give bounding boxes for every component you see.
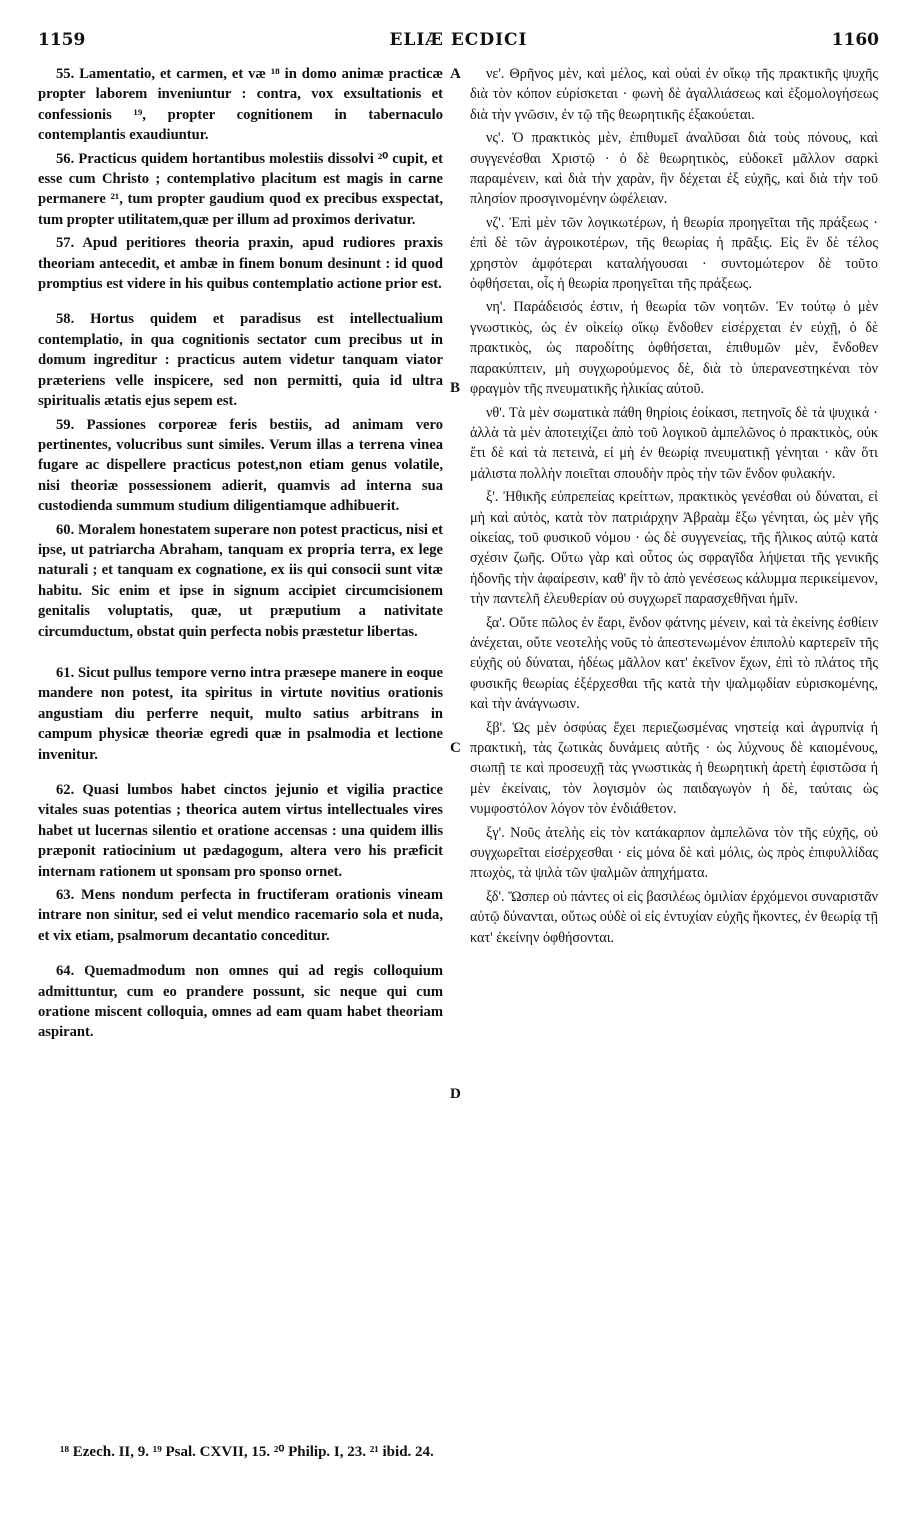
latin-paragraph-60: 60. Moralem honestatem superare non potest practicus, nisi et ipse, ut patriarcha Abraham, tanquam ex propria terra, ex lege naturali ; et tanquam ex cognatione, ex iis qui consocii sunt vitæ habitu. Sic enim et ipse in signum accipiet circumcisionem genitalis voluptatis, quæ, ut præputium a nativitate circumductum, obstat quin perfecta nobis præstetur libertas. — [38, 521, 443, 640]
footnotes: ¹⁸ Ezech. II, 9. ¹⁹ Psal. CXVII, 15. ²⁰ Philip. I, 23. ²¹ ibid. 24. — [60, 1444, 434, 1460]
page-number-right: 1160 — [831, 30, 879, 50]
margin-letter-a: A — [450, 66, 461, 82]
latin-paragraph-59: 59. Passiones corporeæ feris bestiis, ad animam vero pertinentes, volucribus sunt similes. Verum illas a terrena vinea fugare ac dispellere practicus potest,non etiam genus volatile, nisi theoriæ possessionem adierit, quamvis ad interna sua custodienda summum studium diligentiamque adhibuerit. — [38, 416, 443, 515]
greek-paragraph-55: νε'. Θρῆνος μὲν, καὶ μέλος, καὶ οὐαὶ ἐν οἴκῳ τῆς πρακτικῆς ψυχῆς διὰ τὸν κόπον εὑρίσκεται · φωνὴ δὲ ἀγαλλιάσεως καὶ ἐξομολογήσεως διὰ τὴν γνῶσιν, ἐν τῷ τῆς θεωρητικῆς ἐξακούεται. — [470, 66, 878, 123]
greek-paragraph-57: νζ'. Ἐπὶ μὲν τῶν λογικωτέρων, ἡ θεωρία προηγεῖται τῆς πράξεως · ἐπὶ δὲ τῶν ἀγροικοτέρων, τῆς θεωρίας ἡ πρᾶξις. Εἰς ἓν δὲ τέλος χρηστὸν ἀμφότεραι καταλήγουσαι · συντομώτερον δὲ τοῦτο ὀφθήσεται, οἷς ἡ θεωρία προηγεῖται τῆς πράξεως. — [470, 214, 878, 293]
latin-paragraph-64: 64. Quemadmodum non omnes qui ad regis colloquium admittuntur, cum eo prandere possunt, sic neque qui cum oratione miscent colloquia, omnes ad eam quam habet theoriam aspirant. — [38, 963, 443, 1041]
latin-paragraph-58: 58. Hortus quidem et paradisus est intellectualium contemplatio, in qua cognitionis sectator cum precibus ut in domum ingreditur : practicus autem videtur tanquam viator præteriens velle inspicere, sed non permitti, quia id ultra spiritualis ætatis ejus sepem est. — [38, 311, 443, 410]
greek-paragraph-60: ξ'. Ἠθικῆς εὐπρεπείας κρείττων, πρακτικὸς γενέσθαι οὐ δύναται, εἰ μὴ καὶ αὐτὸς, κατὰ τὸν πατριάρχην Ἀβραὰμ ἔξω γένηται, ὡς μὲν γῆς οἰκείας, τοῦ φυσικοῦ νόμου · ὡς δὲ συγγενείας, τῆς ἥλικος αὐτῷ κατὰ σχέσιν ζωῆς. Οὕτω γὰρ καὶ οὗτος ὡς σφραγῖδα λήψεται τῆς γενικῆς ἡδονῆς τὴν ἀφαίρεσιν, καθ' ἣν τὸ ἀπὸ γενέσεως κάλυμμα περικείμενον, τὴν παντελῆ ἐλευθερίαν οὐ συγχωρεῖ παρασχεθῆναι ἡμῖν. — [470, 489, 878, 608]
greek-column — [470, 64, 878, 951]
greek-paragraph-61: ξα'. Οὔτε πῶλος ἐν ἔαρι, ἔνδον φάτνης μένειν, καὶ τὰ ἐκείνης ἐσθίειν ἀνέχεται, οὔτε νεοτελὴς νοῦς τὸ ἀπεστενωμένον ἐπιπολὺ καρτερεῖν τῆς εὐχῆς οὐ δύναται, ἡδέως μᾶλλον κατ' ἐκεῖνον ἔχων, ἐπὶ τὸ πλάτος τῆς φυσικῆς θεωρίας ἐξέρχεσθαι τῆς κατὰ τὴν ψαλμῳδίαν εὑρισκομένης, καὶ τὴν ἀνάγνωσιν. — [470, 614, 878, 713]
greek-paragraph-62: ξβ'. Ὡς μὲν ὀσφύας ἔχει περιεζωσμένας νηστείᾳ καὶ ἀγρυπνίᾳ ἡ πρακτικὴ, τὰς ζωτικὰς δυνάμεις αὐτῆς · ὡς λύχνους δὲ καιομένους, σιωπῇ τε καὶ προσευχῇ τὰς γνωστικὰς ἡ θεωρητικὴ ἀρετὴ ἐφιστῶσα ἡ μὲν ἐκείναις, τὸν λογισμὸν ὡς παιδαγωγὸν ἡ δὲ, ταύταις ὡς νυμφοστόλον λόγον τὸν ἐνδιάθετον. — [470, 719, 878, 818]
latin-paragraph-55: 55. Lamentatio, et carmen, et væ ¹⁸ in domo animæ practicæ propter laborem inveniuntur : contra, vox exsultationis et confessionis ¹⁹, propter cognitionem in tabernaculo contemplantis exaudiuntur. — [38, 66, 443, 144]
running-title: ELIÆ ECDICI — [389, 30, 528, 50]
latin-paragraph-56: 56. Practicus quidem hortantibus molestiis dissolvi ²⁰ cupit, et esse cum Christo ; contemplativo placitum est magis in carne permanere ²¹, tum propter gaudium quod ex precibus exspectat, tum propter utilitatem,quæ per illum ad proximos derivatur. — [38, 150, 443, 228]
running-header — [38, 30, 879, 56]
latin-column — [38, 64, 443, 1046]
greek-paragraph-58: νη'. Παράδεισός ἐστιν, ἡ θεωρία τῶν νοητῶν. Ἐν τούτῳ ὁ μὲν γνωστικὸς, ὡς ἐν οἰκείῳ οἴκῳ ἔνδοθεν εἰσέρχεται ἐν εὐχῇ, ὁ δὲ πρακτικὸς, ὡς παροδίτης ὀφθήσεται, ἐπιθυμῶν μὲν, ἔνδοθεν παρακύπτειν, μὴ συγχωρούμενος δὲ, διὰ τὸ ὑπερανεστηκέναι τὸν φραγμὸν τῆς πνευματικῆς ἡλικίας αὐτοῦ. — [470, 299, 878, 398]
latin-paragraph-61: 61. Sicut pullus tempore verno intra præsepe manere in eoque mandere non potest, ita spiritus in virtute novitius orationis angustiam diu perferre nequit, multo satius arbitrans in campum physicæ theoriæ egredi quæ in psalmodia et lectione invenitur. — [38, 664, 443, 763]
greek-paragraph-63: ξγ'. Νοῦς ἀτελὴς εἰς τὸν κατάκαρπον ἀμπελῶνα τὸν τῆς εὐχῆς, οὐ συγχωρεῖται εἰσέρχεσθαι · εἰς μόνα δὲ καὶ μόλις, ὡς πρὸς ἐπιφυλλίδας πτωχὸς, τὰ ψιλὰ τῶν ψαλμῶν ἀπηχήματα. — [470, 824, 878, 882]
greek-paragraph-64: ξδ'. Ὥσπερ οὐ πάντες οἱ εἰς βασιλέως ὁμιλίαν ἐρχόμενοι συναριστᾶν αὐτῷ δύνανται, οὕτως οὐδὲ οἱ εἰς ἐντυχίαν εὐχῆς ἥκοντες, ἐν θεωρίᾳ τῇ κατ' ἐκείνην ὀφθήσονται. — [470, 888, 878, 946]
page-number-left: 1159 — [38, 30, 86, 50]
latin-paragraph-62: 62. Quasi lumbos habet cinctos jejunio et vigilia practice vitales suas potentias ; theorica autem virtus intellectuales vires habet ut lucernas silentio et oratione accensas : una quidem illis præponit ratiocinium ut pædagogum, altera vero his præficit internam rationem ut sponsam pro sponso ornet. — [38, 782, 443, 880]
margin-letter-c: C — [450, 740, 461, 756]
latin-paragraph-63: 63. Mens nondum perfecta in fructiferam orationis vineam intrare non sinitur, sed ei velut mendico racemario sola et nuda, et vix etiam, psalmorum decantatio conceditur. — [38, 887, 443, 944]
margin-letter-b: B — [450, 380, 461, 396]
margin-letter-d: D — [450, 1086, 461, 1102]
latin-paragraph-57: 57. Apud peritiores theoria praxin, apud rudiores praxis theoriam antecedit, et ambæ in finem bonum desinunt : id quod promptius est videre in his quibus contemplatio actione prior est. — [38, 235, 443, 293]
greek-paragraph-56: νς'. Ὁ πρακτικὸς μὲν, ἐπιθυμεῖ ἀναλῦσαι διὰ τοὺς πόνους, καὶ συγγενέσθαι Χριστῷ · ὁ δὲ θεωρητικὸς, εὐδοκεῖ μᾶλλον σαρκὶ παραμένειν, καὶ διὰ τὴν χαρὰν, ἣν δέχεται ἐξ εὐχῆς, καὶ διὰ τὴν τοῦ πλησίον προσγινομένην ὠφέλειαν. — [470, 130, 878, 208]
greek-paragraph-59: νθ'. Τὰ μὲν σωματικὰ πάθη θηρίοις ἐοίκασι, πετηνοῖς δὲ τὰ ψυχικά · ἀλλὰ τὰ μὲν ἀποτειχίζει ἀπὸ τοῦ λογικοῦ ἀμπελῶνος ὁ πρακτικὸς, οὐκ ἔτι δὲ καὶ τὰ πετεινὰ, εἰ μὴ ἐν θεωρίᾳ πνευματικῇ γένηται · κἂν ὅτι μάλιστα πολλὴν ποιεῖται σπουδὴν πρὸς τὴν τῶν ἔνδον φυλακήν. — [470, 404, 878, 482]
